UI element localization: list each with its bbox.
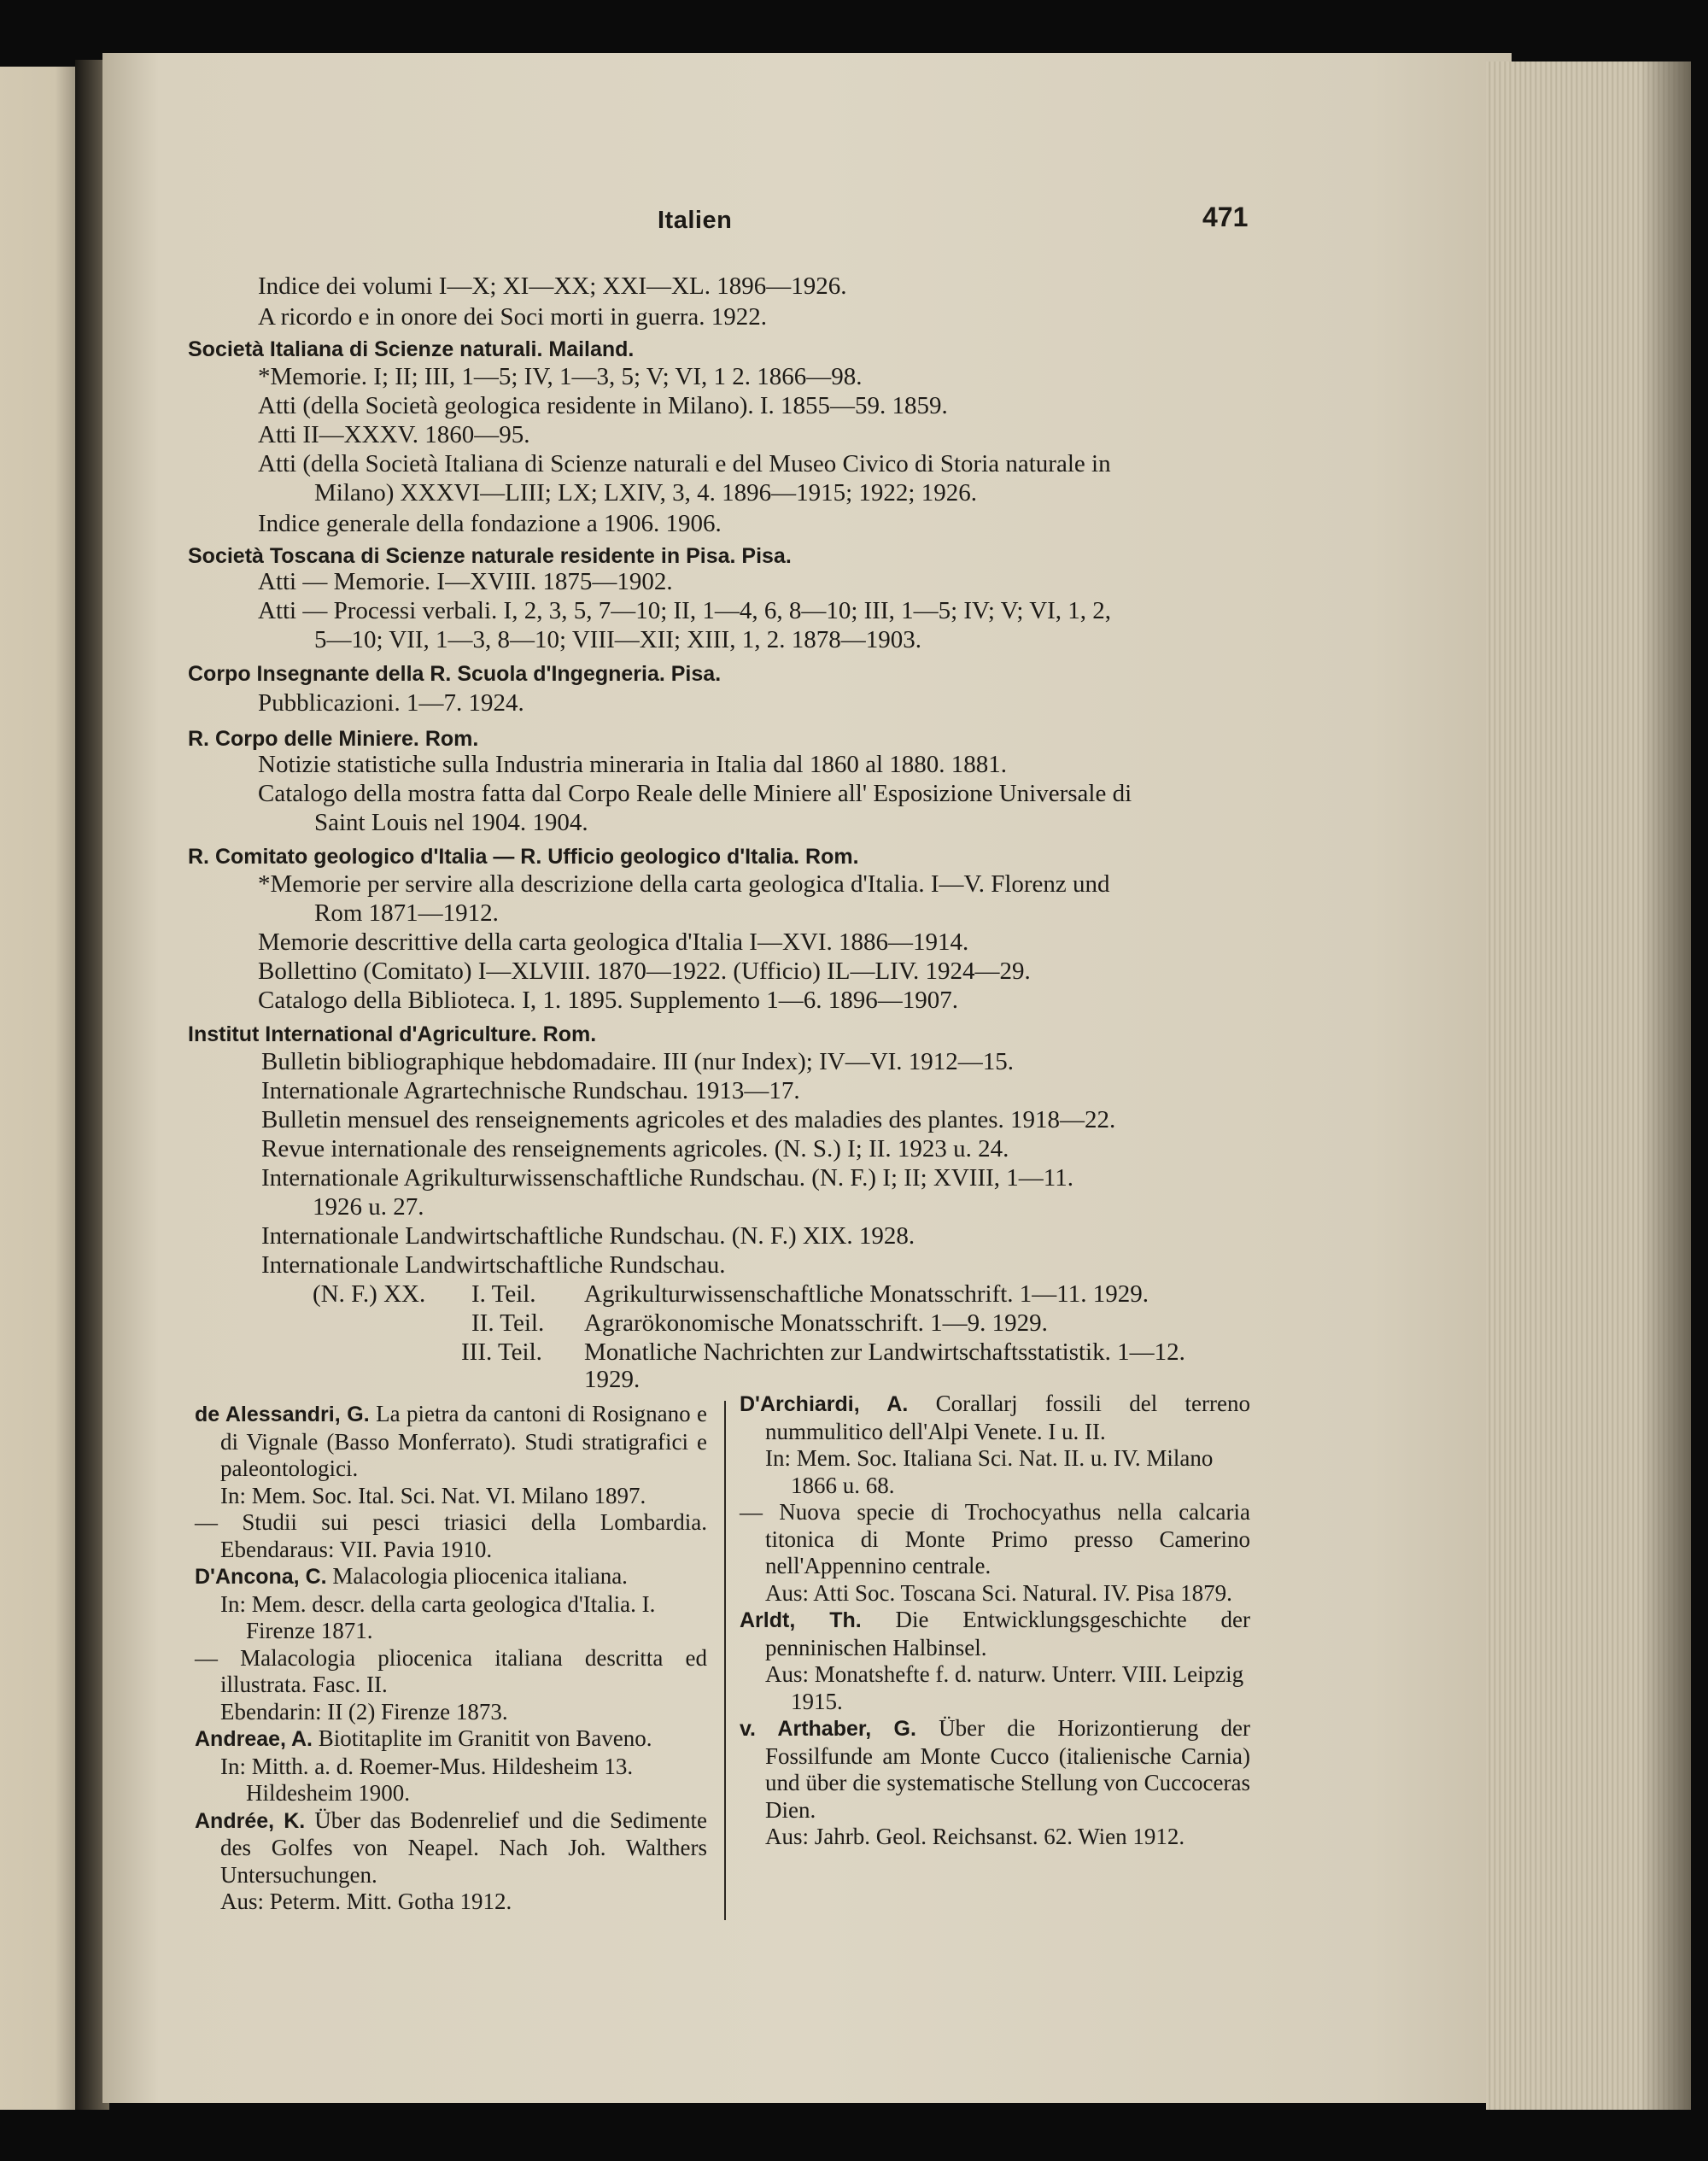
list-line: Internationale Landwirtschaftliche Rundschau.	[261, 1251, 726, 1279]
page-number: 471	[1202, 202, 1249, 232]
institution-heading: Società Toscana di Scienze naturale residente in Pisa. Pisa.	[188, 544, 792, 568]
bibliography-left-column	[195, 1401, 707, 1916]
list-line: Revue internationale des renseignements agricoles. (N. S.) I; II. 1923 u. 24.	[261, 1135, 1009, 1162]
institution-heading: Institut International d'Agriculture. Rom.	[188, 1022, 597, 1046]
list-line: Catalogo della mostra fatta dal Corpo Reale delle Miniere all' Esposizione Universale di	[258, 780, 1132, 807]
bib-entry: Arldt, Th. Die Entwicklungsgeschichte der penninischen Halbinsel.	[740, 1607, 1250, 1660]
bib-entry: — Nuova specie di Trochocyathus nella calcaria titonica di Monte Primo presso Camerino nell'Appennino centrale.	[740, 1499, 1251, 1578]
bib-entry: D'Archiardi, A. Corallarj fossili del terreno nummulitico dell'Alpi Venete. I u. II.	[740, 1391, 1251, 1444]
institution-heading: Corpo Insegnante della R. Scuola d'Ingegneria. Pisa.	[188, 662, 722, 686]
nf-part-title: Monatliche Nachrichten zur Landwirtschaftsstatistik. 1—12.	[584, 1338, 1185, 1366]
bib-entry: Andrée, K. Über das Bodenrelief und die Sedimente des Golfes von Neapel. Nach Joh. Walthers Untersuchungen.	[195, 1807, 708, 1888]
nf-part-label: II. Teil.	[471, 1309, 545, 1337]
nf-part-label: III. Teil.	[461, 1338, 542, 1366]
list-line: Internationale Landwirtschaftliche Rundschau. (N. F.) XIX. 1928.	[261, 1222, 915, 1250]
list-line: *Memorie per servire alla descrizione della carta geologica d'Italia. I—V. Florenz und	[258, 870, 1110, 898]
bib-source: Aus: Monatshefte f. d. naturw. Unterr. VIII. Leipzig 1915.	[765, 1661, 1244, 1714]
list-line: Bulletin bibliographique hebdomadaire. III (nur Index); IV—VI. 1912—15.	[261, 1048, 1015, 1075]
running-header-title: Italien	[658, 207, 733, 234]
background-shadow	[0, 2110, 1708, 2161]
bib-entry: de Alessandri, G. La pietra da cantoni di Rosignano e di Vignale (Basso Monferrato). Studi stratigrafici e paleontologici.	[195, 1401, 707, 1481]
list-line: Indice generale della fondazione a 1906. 1906.	[258, 510, 722, 537]
bib-source: Aus: Jahrb. Geol. Reichsanst. 62. Wien 1912.	[765, 1824, 1185, 1849]
page-block-edge	[1486, 61, 1691, 2111]
bib-source: In: Mem. descr. della carta geologica d'Italia. I. Firenze 1871.	[220, 1590, 656, 1643]
column-divider	[724, 1401, 726, 1920]
bibliography-right-column	[740, 1391, 1250, 1851]
bib-entry: v. Arthaber, G. Über die Horizontierung der Fossilfunde am Monte Cucco (italienische Carnia) und über die systematische Stellung von Cuccoceras Dien.	[740, 1715, 1250, 1823]
list-line: Notizie statistiche sulla Industria mineraria in Italia dal 1860 al 1880. 1881.	[258, 751, 1008, 778]
list-line: 5—10; VII, 1—3, 8—10; VIII—XII; XIII, 1, 2. 1878—1903.	[314, 626, 921, 653]
institution-heading: R. Comitato geologico d'Italia — R. Ufficio geologico d'Italia. Rom.	[188, 845, 859, 869]
bib-source: Ebendarin: II (2) Firenze 1873.	[220, 1698, 508, 1725]
bib-source: In: Mem. Soc. Italiana Sci. Nat. II. u. IV. Milano 1866 u. 68.	[765, 1445, 1214, 1498]
bib-source: In: Mitth. a. d. Roemer-Mus. Hildesheim 13. Hildesheim 1900.	[220, 1753, 634, 1806]
list-line: Atti II—XXXV. 1860—95.	[258, 421, 530, 448]
bib-source: In: Mem. Soc. Ital. Sci. Nat. VI. Milano 1897.	[220, 1482, 646, 1508]
list-line: Atti (della Società Italiana di Scienze naturali e del Museo Civico di Storia naturale in	[258, 450, 1111, 477]
nf-part-label: I. Teil.	[471, 1280, 536, 1308]
institution-heading: R. Corpo delle Miniere. Rom.	[188, 727, 479, 751]
nf-prefix: (N. F.) XX.	[313, 1280, 426, 1308]
left-page-edge	[0, 67, 79, 2125]
bib-entry: — Malacologia pliocenica italiana descritta ed illustrata. Fasc. II.	[195, 1644, 707, 1697]
list-line: *Memorie. I; II; III, 1—5; IV, 1—3, 5; V; VI, 1 2. 1866—98.	[258, 363, 863, 390]
list-line: A ricordo e in onore dei Soci morti in guerra. 1922.	[258, 303, 767, 331]
list-line: Indice dei volumi I—X; XI—XX; XXI—XL. 1896—1926.	[258, 272, 847, 300]
list-line: Bollettino (Comitato) I—XLVIII. 1870—1922. (Ufficio) IL—LIV. 1924—29.	[258, 958, 1031, 985]
list-line: Saint Louis nel 1904. 1904.	[314, 809, 588, 836]
list-line: Memorie descrittive della carta geologica d'Italia I—XVI. 1886—1914.	[258, 928, 969, 956]
list-line: Rom 1871—1912.	[314, 899, 499, 927]
list-line: Atti — Processi verbali. I, 2, 3, 5, 7—10; II, 1—4, 6, 8—10; III, 1—5; IV; V; VI, 1, 2,	[258, 597, 1112, 624]
nf-tail: 1929.	[584, 1366, 640, 1393]
list-line: Bulletin mensuel des renseignements agricoles et des maladies des plantes. 1918—22.	[261, 1106, 1116, 1133]
nf-part-title: Agrikulturwissenschaftliche Monatsschrift. 1—11. 1929.	[584, 1280, 1149, 1308]
list-line: Catalogo della Biblioteca. I, 1. 1895. Supplemento 1—6. 1896—1907.	[258, 987, 958, 1014]
bib-source: Aus: Atti Soc. Toscana Sci. Natural. IV. Pisa 1879.	[765, 1579, 1232, 1606]
list-line: Pubblicazioni. 1—7. 1924.	[258, 689, 524, 717]
nf-part-title: Agrarökonomische Monatsschrift. 1—9. 1929.	[584, 1309, 1048, 1337]
institution-heading: Società Italiana di Scienze naturali. Mailand.	[188, 337, 635, 361]
bib-entry: Andreae, A. Biotitaplite im Granitit von Baveno.	[195, 1725, 652, 1751]
list-line: Atti (della Società geologica residente in Milano). I. 1855—59. 1859.	[258, 392, 948, 419]
bib-entry: D'Ancona, C. Malacologia pliocenica italiana.	[195, 1563, 628, 1589]
list-line: Atti — Memorie. I—XVIII. 1875—1902.	[258, 568, 673, 595]
bib-source: Aus: Peterm. Mitt. Gotha 1912.	[220, 1889, 512, 1914]
list-line: Internationale Agrartechnische Rundschau. 1913—17.	[261, 1077, 800, 1104]
list-line: 1926 u. 27.	[313, 1193, 424, 1221]
list-line: Internationale Agrikulturwissenschaftliche Rundschau. (N. F.) I; II; XVIII, 1—11.	[261, 1164, 1073, 1192]
bib-entry: — Studii sui pesci triasici della Lombardia. Ebendaraus: VII. Pavia 1910.	[195, 1509, 707, 1562]
list-line: Milano) XXXVI—LIII; LX; LXIV, 3, 4. 1896—1915; 1922; 1926.	[314, 479, 977, 507]
